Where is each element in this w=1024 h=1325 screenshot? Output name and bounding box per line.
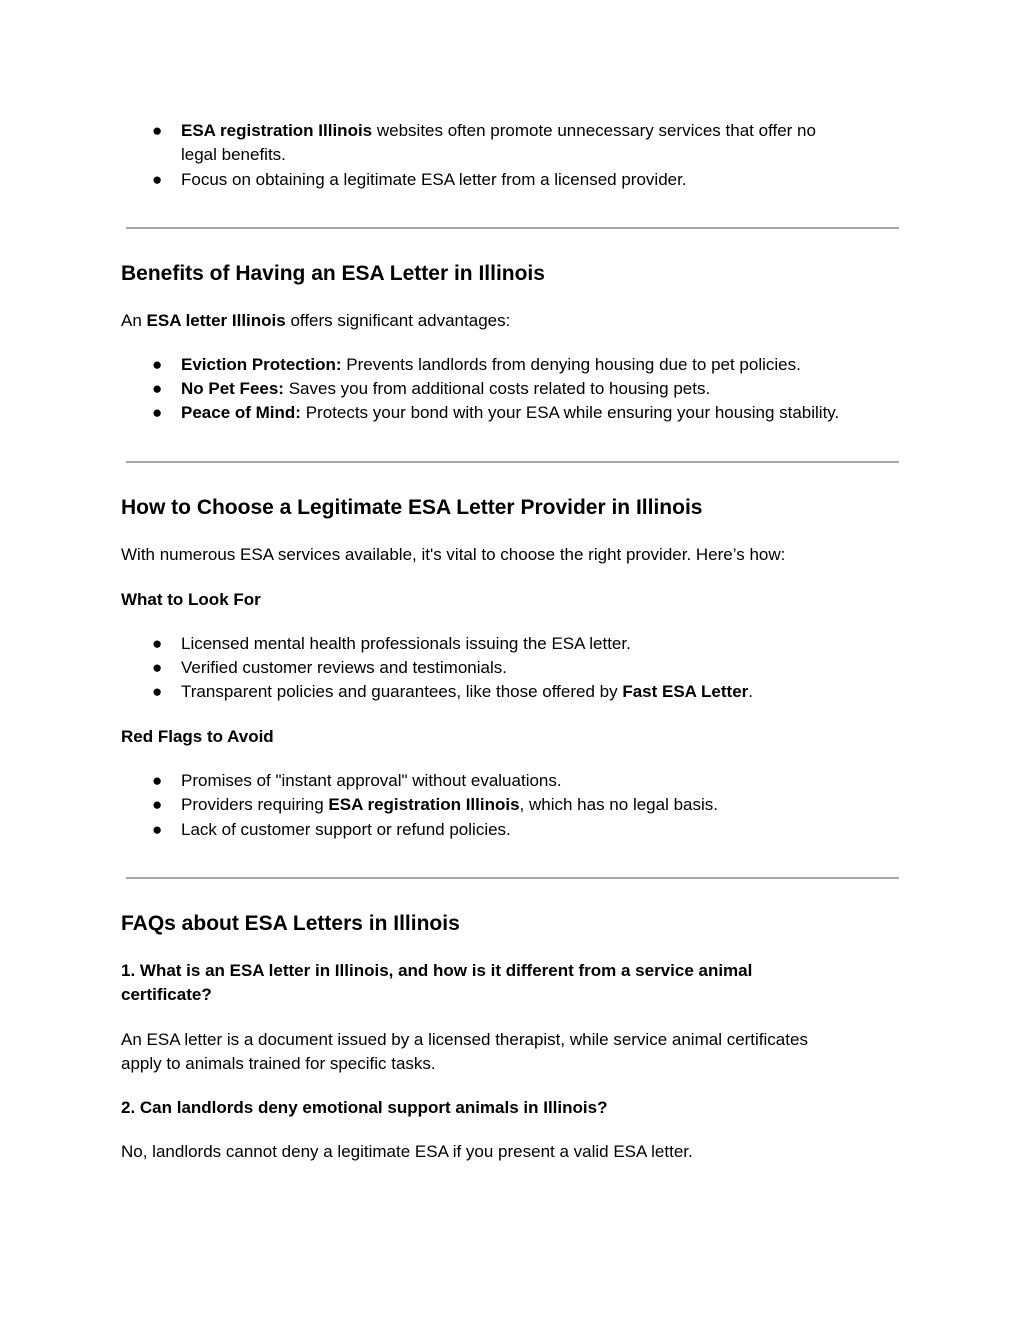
list-item: ● Transparent policies and guarantees, like those offered by Fast ESA Letter. — [0, 680, 1024, 704]
section-divider — [126, 227, 899, 229]
list-item — [0, 353, 1024, 377]
list-item — [0, 769, 1024, 793]
section-divider — [126, 461, 899, 463]
bullet-icon: ● — [152, 771, 163, 790]
subheading-red-flags: Red Flags to Avoid — [121, 727, 274, 746]
faq-answer-1: An ESA letter is a document issued by a licensed therapist, while service animal certificates — [121, 1030, 808, 1049]
faq-question-1: 1. What is an ESA letter in Illinois, and how is it different from a service animal — [121, 961, 753, 980]
bold-term: Fast ESA Letter — [622, 682, 749, 701]
bullet-icon: ● — [152, 682, 163, 701]
bold-term: No Pet Fees: — [181, 379, 284, 398]
bullet-icon: ● — [152, 170, 163, 189]
section-heading-choose: How to Choose a Legitimate ESA Letter Provider in Illinois — [121, 496, 703, 519]
faq-answer-2: No, landlords cannot deny a legitimate ESA if you present a valid ESA letter. — [121, 1142, 693, 1161]
section-heading-benefits: Benefits of Having an ESA Letter in Illinois — [121, 262, 545, 285]
choose-intro: With numerous ESA services available, it's vital to choose the right provider. Here’s how: — [121, 545, 786, 564]
bold-term: Peace of Mind: — [181, 403, 301, 422]
bullet-icon: ● — [152, 658, 163, 677]
bullet-icon: ● — [152, 121, 163, 140]
list-item-text: Verified customer reviews and testimonials. — [181, 658, 507, 677]
list-item-text: Providers requiring — [181, 795, 329, 814]
bold-term: ESA letter Illinois — [146, 311, 286, 330]
list-item: ● Providers requiring ESA registration Illinois, which has no legal basis. — [0, 793, 1024, 817]
list-item — [0, 119, 1024, 143]
list-item — [0, 401, 1024, 425]
bullet-icon: ● — [152, 795, 163, 814]
bullet-icon: ● — [152, 355, 163, 374]
bold-term: ESA registration Illinois — [328, 795, 520, 814]
list-item — [0, 377, 1024, 401]
list-item-text: Licensed mental health professionals issuing the ESA letter. — [181, 634, 631, 653]
faq-answer-1-continuation: apply to animals trained for specific tasks. — [121, 1054, 436, 1073]
list-item-text: websites often promote unnecessary services that offer no — [372, 121, 816, 140]
list-item-text: Protects your bond with your ESA while ensuring your housing stability. — [300, 403, 840, 422]
list-item-text: Saves you from additional costs related to housing pets. — [283, 379, 711, 398]
list-item — [0, 656, 1024, 680]
bullet-icon: ● — [152, 379, 163, 398]
bold-term: ESA registration Illinois — [181, 121, 373, 140]
list-item — [0, 168, 1024, 192]
list-item — [0, 818, 1024, 842]
list-item-text: Lack of customer support or refund policies. — [181, 820, 511, 839]
list-item-text: Focus on obtaining a legitimate ESA letter from a licensed provider. — [181, 170, 687, 189]
list-item-continuation — [0, 143, 1024, 167]
list-item-text: Prevents landlords from denying housing due to pet policies. — [341, 355, 801, 374]
faq-question-2: 2. Can landlords deny emotional support animals in Illinois? — [121, 1098, 608, 1117]
bullet-icon: ● — [152, 403, 163, 422]
list-item-text: Promises of "instant approval" without evaluations. — [181, 771, 562, 790]
list-item-text: legal benefits. — [181, 145, 286, 164]
list-item — [0, 632, 1024, 656]
benefits-intro: An ESA letter Illinois offers significant advantages: — [121, 311, 511, 330]
list-item-text: Transparent policies and guarantees, like those offered by — [181, 682, 623, 701]
bullet-icon: ● — [152, 820, 163, 839]
subheading-what-to-look-for: What to Look For — [121, 590, 261, 609]
bullet-icon: ● — [152, 634, 163, 653]
section-heading-faqs: FAQs about ESA Letters in Illinois — [121, 912, 460, 935]
section-divider — [126, 877, 899, 879]
bold-term: Eviction Protection: — [181, 355, 342, 374]
faq-question-1-continuation: certificate? — [121, 985, 212, 1004]
